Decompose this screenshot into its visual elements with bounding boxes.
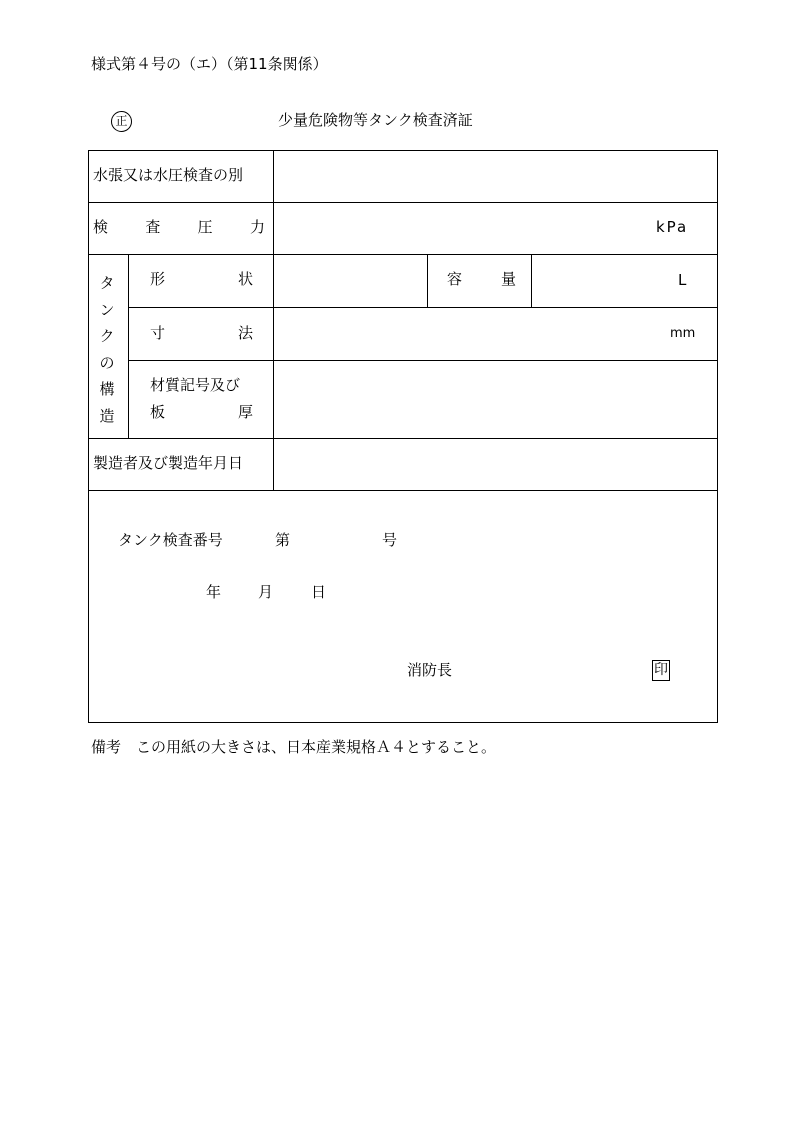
shape-label-char: 状 [237,270,253,288]
dimension-unit: mm [670,326,696,341]
date-month: 月 [258,583,274,601]
material-label: 材質記号及び [150,376,241,394]
manufacturer-label: 製造者及び製造年月日 [93,454,244,472]
capacity-label-char: 量 [500,270,516,288]
thickness-label-char: 厚 [237,403,253,421]
thickness-label [150,405,253,420]
shape-label [150,272,253,287]
tank-structure-char: ク [99,327,115,346]
official-seal-mark: 正 [111,111,132,132]
tank-structure-char: の [99,353,115,372]
pressure-label-char: 査 [145,218,161,236]
inspection-type-label: 水張又は水圧検査の別 [93,166,244,184]
inspection-pressure-label [93,220,265,235]
pressure-label-char: 検 [93,218,109,236]
tank-structure-char: 構 [99,380,115,399]
form-number: 様式第４号の（エ）（第11条関係） [91,55,328,73]
tank-structure-char: タ [99,274,115,292]
pressure-unit: kPa [656,218,689,236]
date-day: 日 [311,583,327,601]
page-title: 少量危険物等タンク検査済証 [278,111,473,129]
tank-structure-label [94,270,120,430]
tank-structure-char: ン [99,300,115,319]
inspection-number-label: タンク検査番号 [118,531,223,549]
capacity-label [447,272,516,287]
dimension-label [150,326,253,341]
shape-label-char: 形 [150,270,166,288]
date-year: 年 [206,583,222,601]
dimension-label-char: 寸 [150,324,166,342]
issuer-title: 消防長 [407,661,453,679]
number-prefix: 第 [275,531,291,549]
pressure-label-char: 圧 [197,218,213,236]
seal-stamp-box: 印 [652,660,670,681]
pressure-label-char: 力 [249,218,265,236]
capacity-unit: L [678,271,687,289]
thickness-label-char: 板 [150,403,166,421]
capacity-label-char: 容 [447,270,463,288]
dimension-label-char: 法 [237,324,253,342]
tank-structure-char: 造 [99,406,115,425]
footer-note: 備考 この用紙の大きさは、日本産業規格Ａ４とすること。 [91,738,497,756]
number-suffix: 号 [382,531,398,549]
